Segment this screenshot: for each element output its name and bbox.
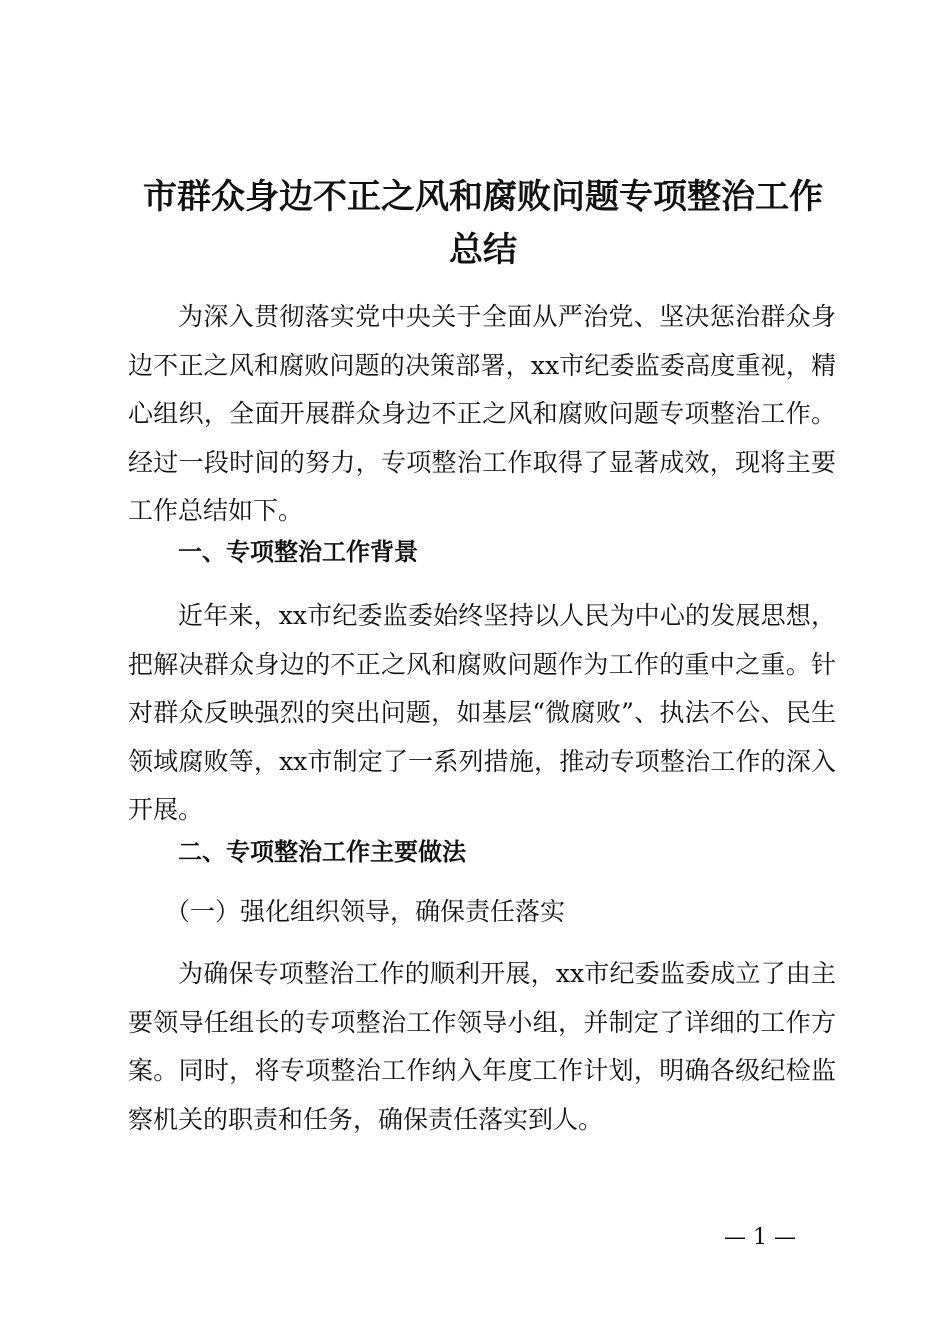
section-2-heading: 二、专项整治工作主要做法: [178, 838, 466, 866]
section-2-subheading: （一）强化组织领导，确保责任落实: [165, 897, 566, 926]
intro-paragraph: 为深入贯彻落实党中央关于全面从严治党、坚决惩治群众身边不正之风和腐败问题的决策部署，xx市纪委监委高度重视，精心组织，全面开展群众身边不正之风和腐败问题专项整治工作。经过一段时间的努力，专项整治工作取得了显著成效，现将主要工作总结如下。: [128, 302, 836, 525]
section-1-heading: 一、专项整治工作背景: [178, 538, 418, 566]
document-title-line-1: 市群众身边不正之风和腐败问题专项整治工作: [143, 177, 823, 217]
page-number: — 1 —: [724, 1225, 796, 1250]
document-title-line-2: 总结: [449, 230, 517, 270]
section-1-paragraph: 近年来，xx市纪委监委始终坚持以人民为中心的发展思想，把解决群众身边的不正之风和腐败问题作为工作的重中之重。针对群众反映强烈的突出问题，如基层“微腐败”、执法不公、民生领域腐败等，xx市制定了一系列措施，推动专项整治工作的深入开展。: [128, 601, 836, 824]
section-2-paragraph: 为确保专项整治工作的顺利开展，xx市纪委监委成立了由主要领导任组长的专项整治工作领导小组，并制定了详细的工作方案。同时，将专项整治工作纳入年度工作计划，明确各级纪检监察机关的职责和任务，确保责任落实到人。: [128, 959, 836, 1134]
